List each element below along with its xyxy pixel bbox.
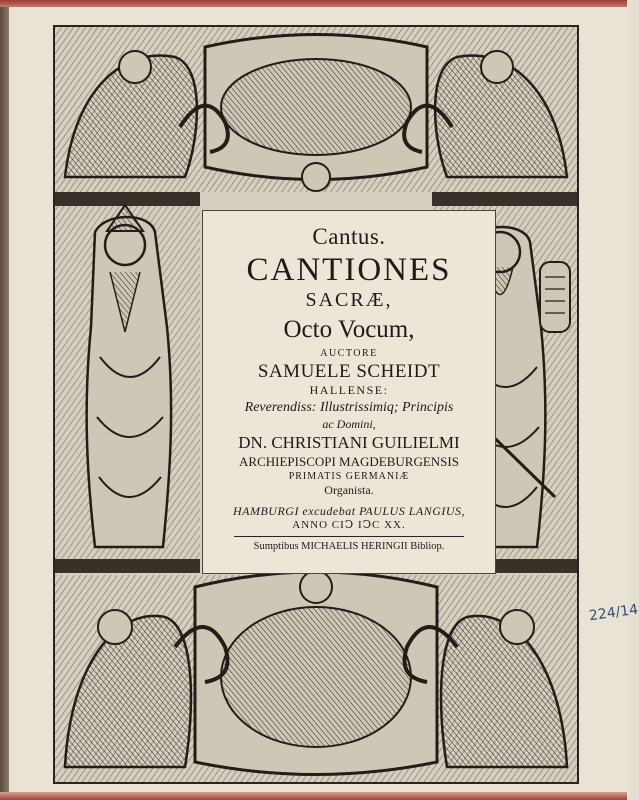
publisher-line: Sumptibus MICHAELIS HERINGII Bibliop. [253, 541, 445, 553]
title-text-panel [202, 210, 496, 574]
ac-domini-line: ac Domini, [322, 416, 376, 431]
primate-line: PRIMATIS GERMANIÆ [288, 470, 410, 482]
red-binding-bottom-edge [0, 792, 627, 800]
organista-line: Organista. [324, 483, 374, 498]
dedication-line: Reverendiss: Illustrissimiq; Principis [244, 400, 454, 416]
book-spine-edge [0, 0, 9, 800]
author-origin: HALLENSE: [309, 383, 389, 398]
octo-vocum-line: Octo Vocum, [283, 315, 415, 343]
author-name: SAMUELE SCHEIDT [257, 360, 441, 382]
imprint-line: HAMBURGI excudebat PAULUS LANGIUS, [232, 503, 466, 518]
title-page [9, 7, 639, 792]
voice-part-label: Cantus. [312, 224, 386, 249]
patron-name: DN. CHRISTIANI GUILIELMI [238, 433, 460, 453]
main-title: CANTIONES [246, 252, 452, 289]
woodcut-border [53, 25, 579, 784]
subtitle-sacrae: SACRÆ, [305, 288, 393, 311]
archbishop-line: ARCHIEPISCOPI MAGDEBURGENSIS [239, 454, 459, 470]
year-line: ANNO CIↃ IↃC XX. [292, 518, 406, 531]
red-binding-top-edge [0, 0, 627, 7]
handwritten-shelfmark: 224/14 [588, 601, 639, 625]
auctore-label: AUCTORE [320, 348, 378, 360]
divider-rule [234, 536, 464, 537]
